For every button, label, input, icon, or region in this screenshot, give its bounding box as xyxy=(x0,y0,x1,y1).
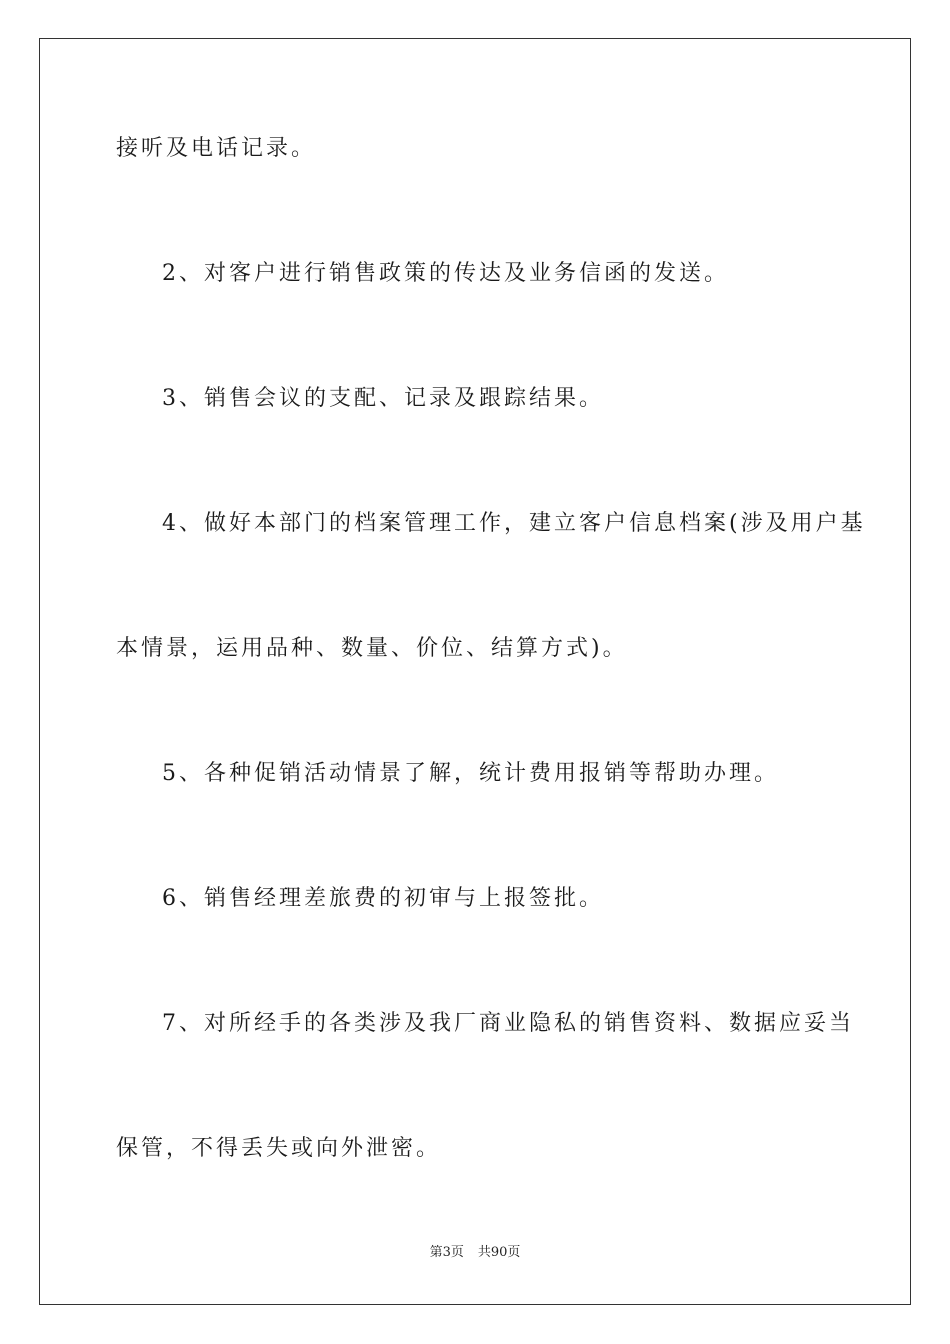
list-item-4-continued: 本情景，运用品种、数量、价位、结算方式)。 xyxy=(116,636,628,661)
list-item-5: 5、各种促销活动情景了解，统计费用报销等帮助办理。 xyxy=(162,761,779,786)
list-item-2: 2、对客户进行销售政策的传达及业务信函的发送。 xyxy=(162,261,729,286)
total-pages: 共90页 xyxy=(477,1245,521,1260)
list-item-7: 7、对所经手的各类涉及我厂商业隐私的销售资料、数据应妥当 xyxy=(162,1011,854,1036)
page-number: 第3页 xyxy=(429,1245,464,1260)
body-text-line: 接听及电话记录。 xyxy=(116,136,317,161)
list-item-6: 6、销售经理差旅费的初审与上报签批。 xyxy=(162,886,604,911)
page-footer xyxy=(0,1244,950,1262)
page-frame xyxy=(39,38,911,1305)
list-item-7-continued: 保管，不得丢失或向外泄密。 xyxy=(116,1136,442,1161)
list-item-3: 3、销售会议的支配、记录及跟踪结果。 xyxy=(162,386,604,411)
list-item-4: 4、做好本部门的档案管理工作，建立客户信息档案(涉及用户基 xyxy=(162,511,866,536)
